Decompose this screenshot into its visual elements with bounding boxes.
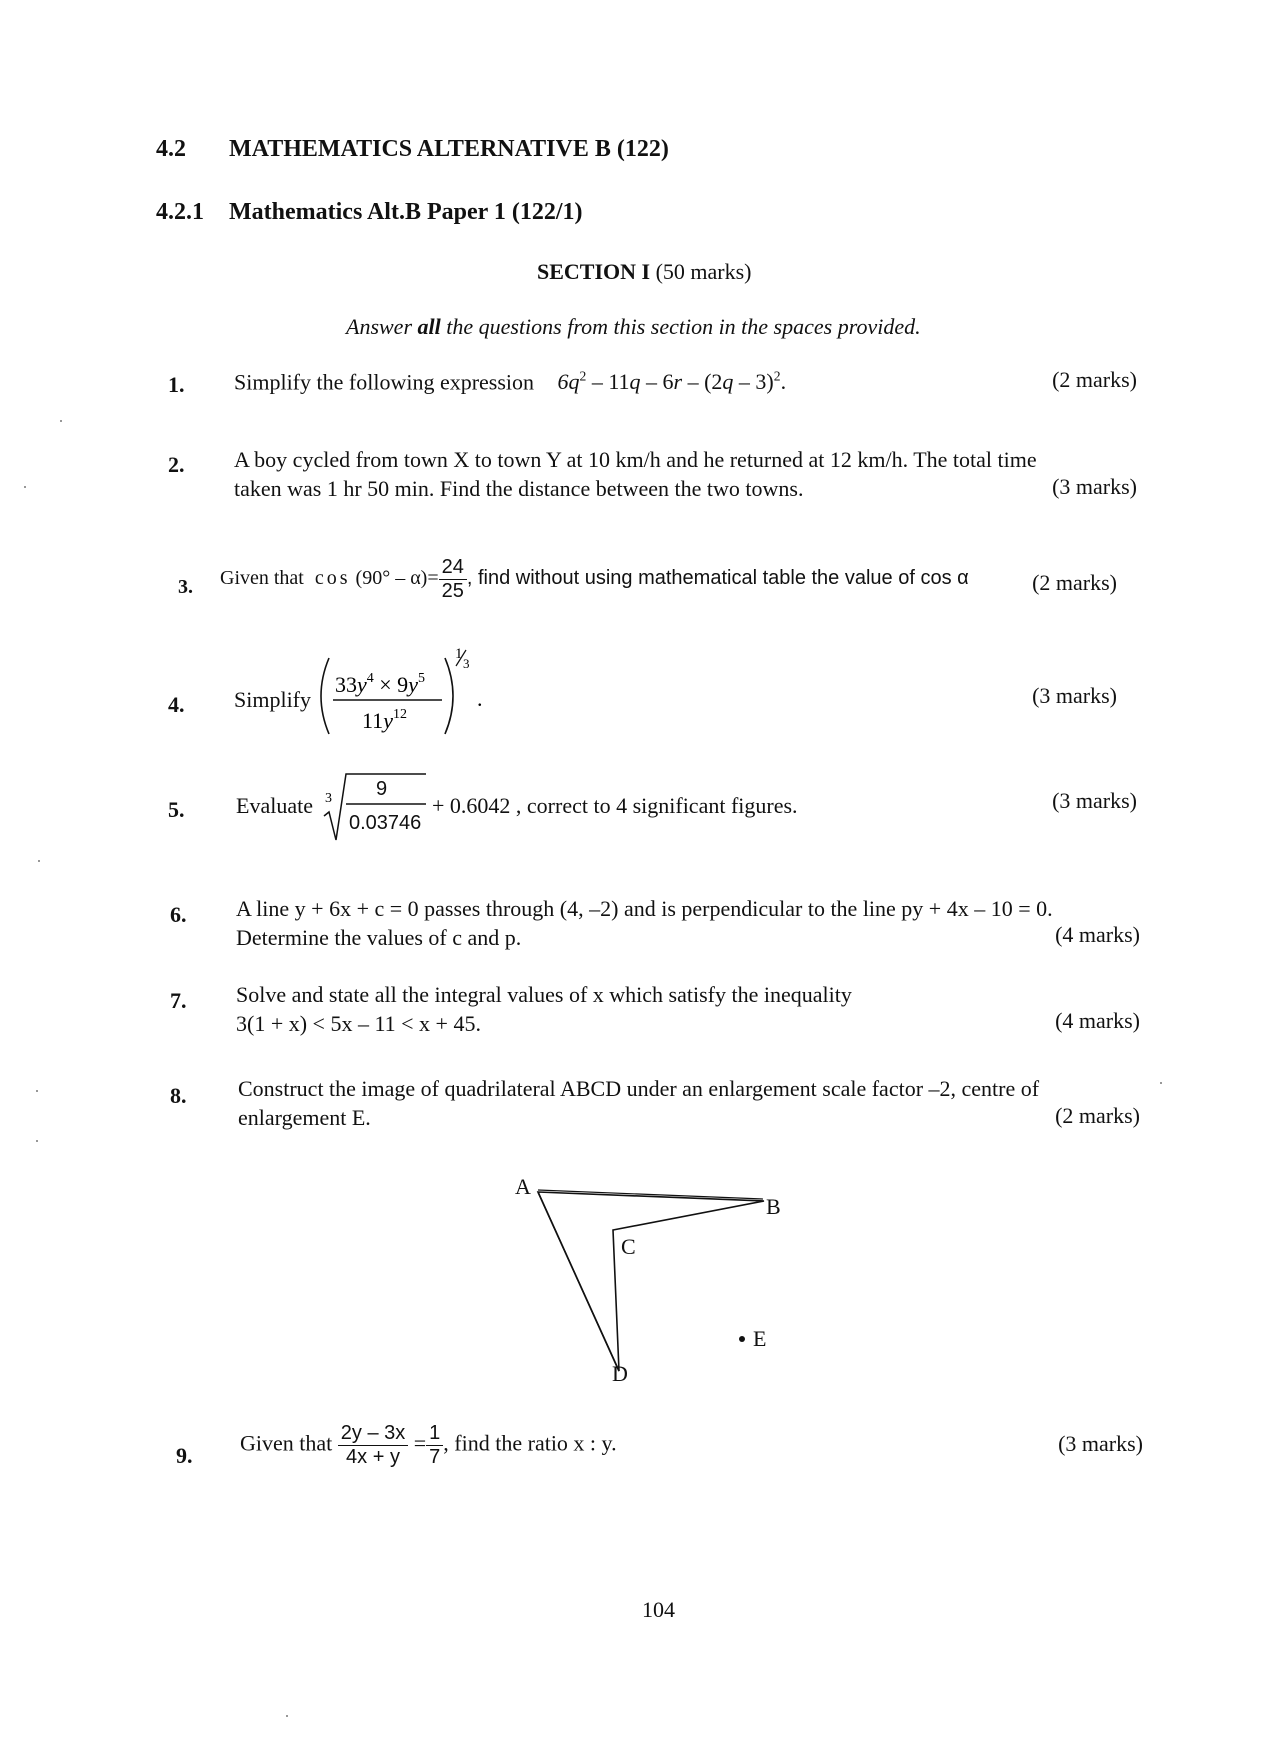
question-number: 2. (168, 452, 185, 477)
question-number: 6. (170, 902, 187, 927)
question-number: 1. (168, 372, 185, 397)
q9-fraction-right (426, 1422, 443, 1469)
vertex-label-c: C (621, 1234, 636, 1259)
svg-text:33y4 × 9y5: $33y^4 \times 9y^5$ (335, 671, 425, 697)
instruction-bold: all (417, 314, 441, 339)
q9-fraction-left (338, 1422, 408, 1469)
instruction-post: the questions from this section in the spaces provided. (446, 314, 921, 339)
q3-arg: (90° – α)= (355, 567, 439, 590)
question-marks: (4 marks) (1055, 1008, 1140, 1033)
q4-expression (315, 636, 515, 746)
instruction-pre: Answer (346, 314, 412, 339)
question-text: Evaluate (236, 793, 313, 818)
right-paren (445, 658, 453, 734)
section-heading (537, 259, 752, 285)
question-number: 7. (170, 988, 187, 1013)
question-marks: (3 marks) (1032, 683, 1117, 708)
question-text-line1: A boy cycled from town X to town Y at 10 km/h and he returned at 12 km/h. The total time (234, 447, 1037, 472)
question-text-line1: Construct the image of quadrilateral ABCD under an enlargement scale factor –2, centre of (238, 1076, 1040, 1101)
vertex-label-b: B (766, 1194, 781, 1219)
svg-text:.: . (477, 686, 483, 711)
page-number: 104 (642, 1597, 675, 1622)
question-text-line1: A line y + 6x + c = 0 passes through (4, –2) and is perpendicular to the line py + 4x – 10 = 0. (236, 896, 1053, 921)
scan-speck (36, 1090, 38, 1092)
subsection-number: 4.2.1 (156, 199, 204, 225)
question-number: 9. (176, 1443, 193, 1468)
question-number: 8. (170, 1083, 187, 1108)
edge-ab (538, 1190, 763, 1199)
section-title: MATHEMATICS ALTERNATIVE B (122) (229, 136, 669, 162)
scan-speck (286, 1715, 288, 1717)
q9-eq-denominator: 7 (429, 1446, 441, 1468)
question-text (240, 1422, 617, 1469)
subsection-title: Mathematics Alt.B Paper 1 (122/1) (229, 199, 583, 225)
q3-fraction (439, 556, 467, 603)
vertex-label-a: A (515, 1174, 531, 1199)
question-text-line1: Solve and state all the integral values of x which satisfy the inequality (236, 982, 852, 1007)
q3-pre: Given that (220, 567, 304, 590)
q1-text: Simplify the following expression (234, 369, 535, 395)
question-text-line2: taken was 1 hr 50 min. Find the distance between the two towns. (234, 476, 804, 501)
section-marks: (50 marks) (655, 259, 752, 284)
q3-post: , find without using mathematical table the value of cos α (466, 567, 969, 590)
svg-text:11y12: $11y^{12}$ (362, 707, 407, 733)
q3-cos: cos (314, 567, 351, 590)
question-number: 5. (168, 797, 185, 822)
q3-denominator: 25 (441, 580, 464, 602)
left-paren (321, 658, 329, 734)
point-label-e: E (753, 1326, 767, 1351)
quadrilateral-abcd (538, 1192, 767, 1371)
q9-denominator: 4x + y (346, 1446, 400, 1468)
section-title-label: SECTION I (537, 259, 651, 284)
question-marks: (3 marks) (1052, 474, 1137, 499)
q9-eq-numerator: 1 (426, 1422, 443, 1446)
question-marks: (3 marks) (1058, 1431, 1143, 1456)
q9-equals: = (413, 1430, 427, 1456)
section-instruction (346, 314, 921, 340)
vertex-label-d: D (612, 1361, 628, 1386)
section-number: 4.2 (156, 136, 186, 162)
scan-speck (38, 860, 40, 862)
q1-expression: $6q^2 - 11q - 6r - (2q - 3)^2$. (557, 369, 787, 395)
question-number: 3. (178, 576, 193, 598)
scan-speck (1160, 1082, 1162, 1084)
svg-text:1: 1 (455, 646, 463, 662)
question-marks: (4 marks) (1055, 922, 1140, 947)
scan-speck (24, 486, 26, 488)
q5-tail: + 0.6042 , correct to 4 significant figures. (432, 793, 798, 818)
point-e (739, 1336, 745, 1342)
question-text-line2: enlargement E. (238, 1105, 371, 1130)
question-marks: (2 marks) (1052, 367, 1137, 392)
question-text: Simplify (234, 687, 312, 712)
q9-pre: Given that (240, 1430, 333, 1456)
radicand-denominator: 0.03746 (349, 812, 422, 834)
scan-speck (60, 420, 62, 422)
question-marks: (2 marks) (1055, 1103, 1140, 1128)
question-text-line2: Determine the values of c and p. (236, 925, 522, 950)
q3-numerator: 24 (439, 556, 467, 580)
question-text (234, 369, 786, 395)
question-marks: (2 marks) (1032, 570, 1117, 595)
q9-post: , find the ratio x : y. (443, 1430, 617, 1456)
radicand-numerator: 9 (376, 778, 388, 800)
question-marks: (3 marks) (1052, 788, 1137, 813)
quadrilateral-diagram (500, 1170, 840, 1400)
question-text (220, 556, 969, 603)
question-number: 4. (168, 692, 185, 717)
edge-da (538, 1192, 619, 1371)
svg-text:3: 3 (325, 791, 332, 806)
svg-text:3: 3 (463, 656, 470, 671)
q9-numerator: 2y – 3x (338, 1422, 408, 1446)
scan-speck (36, 1140, 38, 1142)
question-text-line2: 3(1 + x) < 5x – 11 < x + 45. (236, 1011, 481, 1036)
